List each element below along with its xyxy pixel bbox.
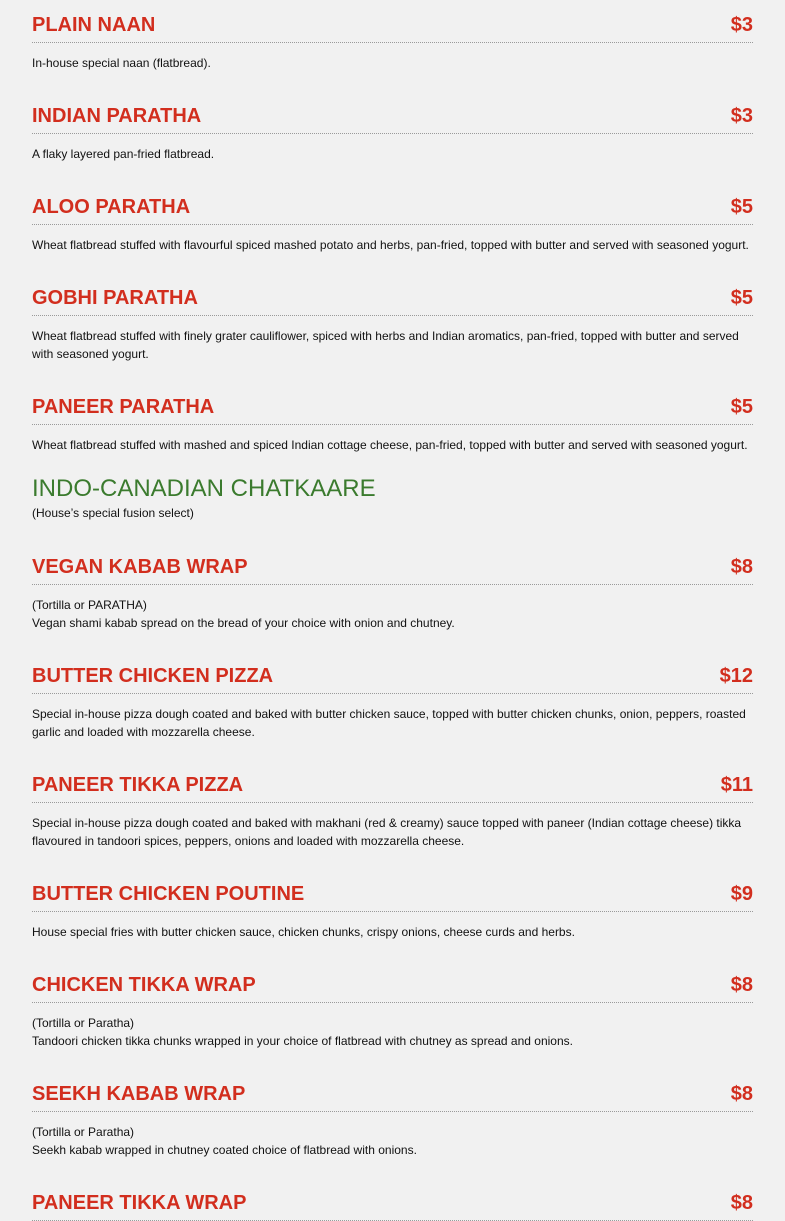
menu-item <box>32 7 753 72</box>
menu-item-price: $11 <box>720 774 753 796</box>
section-title: INDO-CANADIAN CHATKAARE <box>32 475 376 502</box>
menu-item-description-line: Wheat flatbread stuffed with finely grater cauliflower, spiced with herbs and Indian aromatics, pan-fried, topped with butter and served with seasoned yogurt. <box>32 329 739 361</box>
menu-item-description <box>32 1014 753 1050</box>
menu-item-header <box>32 767 753 803</box>
menu-item <box>32 389 753 454</box>
menu-item-name: GOBHI PARATHA <box>32 287 198 309</box>
section-subtitle: (House’s special fusion select) <box>32 506 194 520</box>
menu-item-description-line: (Tortilla or PARATHA) <box>32 598 147 612</box>
menu-item-price: $8 <box>730 1083 753 1105</box>
menu-item <box>32 280 753 363</box>
menu-item-price: $3 <box>730 105 753 127</box>
menu-item-name: CHICKEN TIKKA WRAP <box>32 974 256 996</box>
menu-item-description-line: (Tortilla or Paratha) <box>32 1125 135 1139</box>
menu-item <box>32 658 753 741</box>
menu-item-description-line: Vegan shami kabab spread on the bread of your choice with onion and chutney. <box>32 616 455 630</box>
menu-item-header <box>32 189 753 225</box>
menu-item-name: PLAIN NAAN <box>32 14 156 36</box>
menu-item-name: BUTTER CHICKEN PIZZA <box>32 665 274 687</box>
menu-item-name: BUTTER CHICKEN POUTINE <box>32 883 305 905</box>
menu-item-description <box>32 1123 753 1159</box>
menu-item <box>32 967 753 1050</box>
menu-item-header <box>32 389 753 425</box>
menu-item-price: $8 <box>730 556 753 578</box>
menu-item-description-line: Tandoori chicken tikka chunks wrapped in your choice of flatbread with chutney as spread and onions. <box>32 1034 573 1048</box>
menu-item-header <box>32 1185 753 1221</box>
menu-item-description-line: Seekh kabab wrapped in chutney coated choice of flatbread with onions. <box>32 1143 417 1157</box>
menu-item-description-line: (Tortilla or Paratha) <box>32 1016 135 1030</box>
menu-item-description <box>32 436 753 454</box>
menu-item-description <box>32 705 753 741</box>
menu-item-description-line: Wheat flatbread stuffed with flavourful spiced mashed potato and herbs, pan-fried, topped with butter and served with seasoned yogurt. <box>32 238 749 252</box>
menu-item-name: SEEKH KABAB WRAP <box>32 1083 246 1105</box>
menu-section <box>32 474 753 522</box>
menu-item-header <box>32 549 753 585</box>
menu-item <box>32 549 753 632</box>
menu-item <box>32 767 753 850</box>
menu-item-header <box>32 876 753 912</box>
menu-item <box>32 189 753 254</box>
menu-item-description <box>32 145 753 163</box>
menu-item-price: $5 <box>730 196 753 218</box>
menu-item-description <box>32 54 753 72</box>
menu-item-price: $5 <box>730 287 753 309</box>
menu-item <box>32 876 753 941</box>
menu-item-price: $8 <box>730 974 753 996</box>
menu-item-description <box>32 814 753 850</box>
menu-item-header <box>32 967 753 1003</box>
menu-item <box>32 98 753 163</box>
menu-item-header <box>32 280 753 316</box>
menu-item-price: $12 <box>719 665 753 687</box>
menu-item-name: PANEER TIKKA WRAP <box>32 1192 247 1214</box>
menu-item-description-line: House special fries with butter chicken sauce, chicken chunks, crispy onions, cheese curds and herbs. <box>32 925 575 939</box>
menu-item-name: INDIAN PARATHA <box>32 105 202 127</box>
menu-item-name: PANEER PARATHA <box>32 396 215 418</box>
menu-item-description-line: Wheat flatbread stuffed with mashed and spiced Indian cottage cheese, pan-fried, topped with butter and served with seasoned yogurt. <box>32 438 748 452</box>
menu-item-description <box>32 596 753 632</box>
menu-item-description <box>32 236 753 254</box>
menu-item-header <box>32 7 753 43</box>
menu-item-name: ALOO PARATHA <box>32 196 191 218</box>
menu-item-name: PANEER TIKKA PIZZA <box>32 774 244 796</box>
menu-item-description-line: Special in-house pizza dough coated and baked with makhani (red & creamy) sauce topped with paneer (Indian cottage cheese) tikka flavoured in tandoori spices, peppers, onions and loaded with mozzarella cheese. <box>32 816 742 848</box>
menu-item-price: $5 <box>730 396 753 418</box>
menu-item-description-line: In-house special naan (flatbread). <box>32 56 211 70</box>
menu-item-description-line: A flaky layered pan-fried flatbread. <box>32 147 215 161</box>
menu-item-description <box>32 923 753 941</box>
menu-item-header <box>32 98 753 134</box>
menu-item-name: VEGAN KABAB WRAP <box>32 556 248 578</box>
menu-item-header <box>32 658 753 694</box>
menu-item-description-line: Special in-house pizza dough coated and baked with butter chicken sauce, topped with butter chicken chunks, onion, peppers, roasted garlic and loaded with mozzarella cheese. <box>32 707 746 739</box>
menu-item-price: $9 <box>730 883 753 905</box>
menu-item <box>32 1076 753 1159</box>
menu-item <box>32 1185 753 1221</box>
menu-item-price: $8 <box>730 1192 753 1214</box>
menu-item-price: $3 <box>730 14 753 36</box>
menu-item-description <box>32 327 753 363</box>
menu-item-header <box>32 1076 753 1112</box>
